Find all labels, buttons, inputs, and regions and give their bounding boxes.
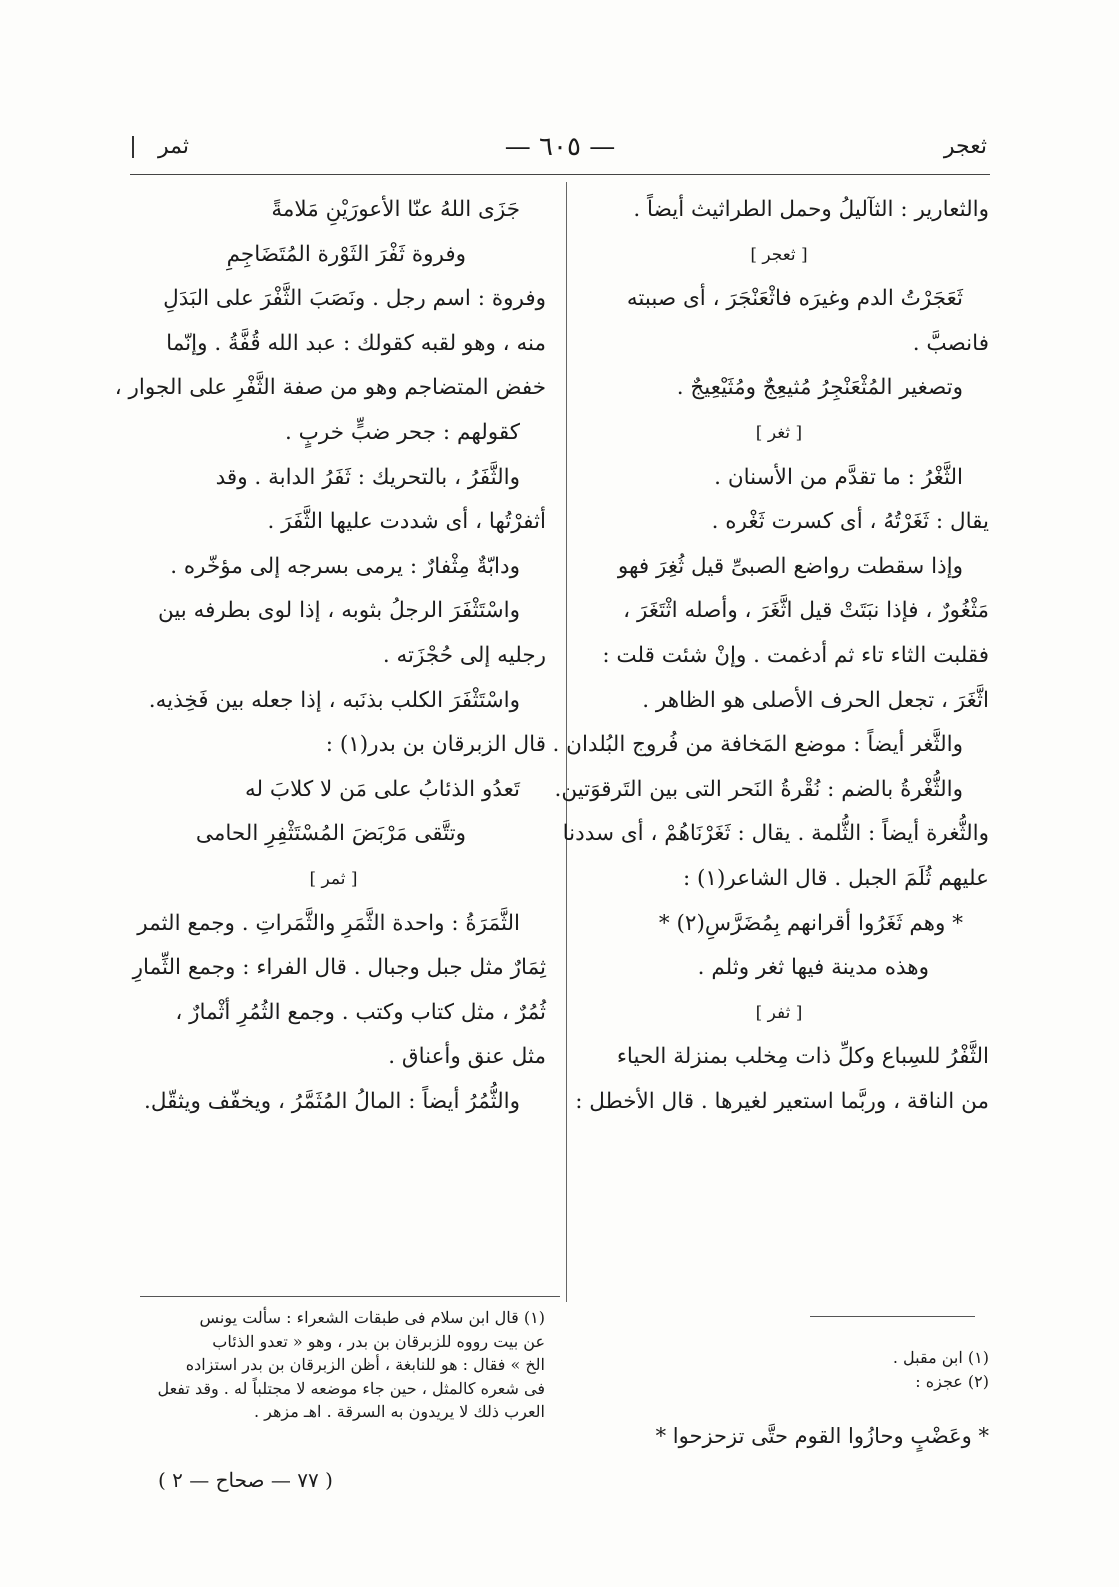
text-line: منه ، وهو لقبه كقولك : عبد الله قُفَّةُ . وإنّما	[166, 330, 546, 356]
footnote-rule	[810, 1316, 975, 1317]
text-line: فانصبَّ .	[912, 330, 989, 356]
text-line: مَثْغُورٌ ، فإذا نبَتَتْ قيل اثَّغَرَ ، وأصله اثْتَغَرَ ،	[623, 598, 989, 624]
text-line: خفض المتضاجم وهو من صفة الثَّفْرِ على الجوار ،	[114, 375, 546, 401]
text-line: اثَّغَرَ ، تجعل الحرف الأصلى هو الظاهر .	[642, 687, 989, 713]
verse-line: تَعدُو الذئابُ على مَن لا كلابَ له	[244, 776, 520, 802]
text-line: وفروة : اسم رجل . ونَصَبَ الثَّفْرَ على البَدَلِ	[163, 286, 546, 312]
footnote-line: عن بيت رووه للزبرقان بن بدر ، وهو « تعدو الذئاب	[212, 1331, 545, 1351]
text-line: ودابّةٌ مِثْفارٌ : يرمى بسرجه إلى مؤخّره .	[170, 553, 520, 579]
text-line: كقولهم : جحر ضبٍّ خربٍ .	[284, 419, 520, 445]
text-line: الثَّمَرَةُ : واحدة الثَّمَرِ والثَّمَراتِ . وجمع الثمر	[137, 910, 520, 936]
verse-line: * وهم ثَغَرُوا أقرانهم بِمُضَرَّسِ(٢) *	[658, 910, 963, 936]
text-line: ثِمَارٌ مثل جبل وجبال . قال الفراء : وجمع الثِّمارِ	[132, 955, 546, 981]
entry-heading: [ ثفر ]	[755, 1002, 803, 1023]
footnote-line: (٢) عجزه :	[915, 1372, 989, 1391]
text-line: واسْتَثْفَرَ الكلب بذنَبه ، إذا جعله بين فَخِذيه.	[148, 687, 520, 713]
page-number: — ٦٠٥ —	[504, 132, 616, 162]
footnote-line: الخ » فقال : هو للنابغة ، أظن الزبرقان بن بدر استزاده	[185, 1355, 545, 1374]
text-line: واسْتَثْفَرَ الرجلُ بثوبه ، إذا لوى بطرفه بين	[157, 598, 520, 624]
text-line: والثَّفَرُ ، بالتحريك : ثَفَرُ الدابة . وقد	[215, 464, 520, 490]
footnote-verse: * وعَضْبٍ وحازُوا القوم حتَّى تزحزحوا *	[655, 1424, 989, 1448]
text-line: وهذه مدينة فيها ثغر وثلم .	[697, 955, 929, 981]
header-left-word: ثمر	[158, 134, 189, 159]
verse-line: وتتَّقى مَرْبَضَ المُسْتَثْفِرِ الحامى	[195, 821, 466, 847]
entry-heading: [ ثغر ]	[755, 422, 803, 443]
text-line: وتصغير المُثْعَنْجِرُ مُثيعِجٌ ومُثَيْعِيجٌ .	[676, 375, 963, 401]
text-line: والثُّمُرُ أيضاً : المالُ المُثَمَّرُ ، ويخفّف ويثقّل.	[144, 1088, 520, 1114]
footnote-line: (١) ابن مقبل .	[892, 1348, 989, 1367]
text-line: ثُمُرٌ ، مثل كتاب وكتب . وجمع الثُمُرِ أثْمارٌ ،	[175, 999, 546, 1025]
text-line: عليهم ثُلَمَ الجبل . قال الشاعر(١) :	[682, 865, 989, 891]
footnote-rule	[140, 1296, 560, 1297]
header-rule	[130, 174, 990, 175]
entry-heading: [ ثعجر ]	[750, 244, 808, 265]
header-right-word: ثعجر	[943, 134, 987, 159]
text-line: قال الزبرقان بن بدر(١) :	[325, 732, 546, 758]
text-line: الثَّفْرُ للسِباع وكلِّ ذات مِخلب بمنزلة الحياء	[616, 1044, 989, 1070]
verse-line: جَزَى اللهُ عنّا الأعورَيْنِ مَلامةً	[271, 197, 520, 222]
verse-line: وفروة ثَفْرَ الثَوْرة المُتَضَاجِمِ	[226, 241, 466, 267]
text-line: يقال : ثَغَرْتُهُ ، أى كسرت ثَغْره .	[711, 509, 989, 535]
left-column	[114, 188, 546, 1124]
text-line: والثُّغْرةُ بالضم : نُقْرةُ النَحر التى بين التَرقوَتين.	[554, 776, 963, 802]
text-line: فقلبت الثاء تاء ثم أدغمت . وإنْ شئت قلت :	[602, 642, 989, 668]
text-line: وإذا سقطت رواضع الصبىِّ قيل ثُغِرَ فهو	[617, 553, 963, 579]
text-line: مثل عنق وأعناق .	[388, 1044, 546, 1070]
text-line: أثفرْتُها ، أى شددت عليها الثَّفَرَ .	[267, 509, 546, 535]
footnote-line: فى شعره كالمثل ، حين جاء موضعه لا مجتلباً له . وقد تفعل	[157, 1378, 545, 1398]
text-line: والثُّغرة أيضاً : الثُّلمة . يقال : ثَغَرْنَاهُمْ ، أى سددنا	[562, 821, 989, 847]
text-line: والثَّغر أيضاً : موضع المَخافة من فُروج البُلدان .	[552, 732, 963, 758]
text-line: رجليه إلى حُجْزَته .	[382, 642, 546, 668]
footnotes-left	[125, 1306, 545, 1424]
text-line: ثَعَجَرْتُ الدم وغيرَه فاثْعَنْجَرَ ، أى صببته	[626, 286, 963, 312]
footnotes-right	[569, 1346, 989, 1456]
page-header	[0, 122, 1119, 182]
header-tick-mark	[132, 136, 134, 158]
text-line: الثَّغْرُ : ما تقدَّم من الأسنان .	[714, 464, 963, 490]
entry-heading: [ ثمر ]	[309, 868, 358, 889]
printer-signature: ( ٧٧ — صحاح — ٢ )	[158, 1468, 333, 1492]
footnote-line: العرب ذلك لا يريدون به السرقة . اهـ مزهر .	[253, 1402, 545, 1421]
footnote-line: (١) قال ابن سلام فى طبقات الشعراء : سألت يونس	[199, 1308, 545, 1327]
right-column	[552, 188, 989, 1124]
text-line: من الناقة ، وربَّما استعير لغيرها . قال الأخطل :	[575, 1088, 989, 1114]
text-line: والثعارير : الثآليلُ وحمل الطراثيث أيضاً .	[633, 197, 989, 222]
